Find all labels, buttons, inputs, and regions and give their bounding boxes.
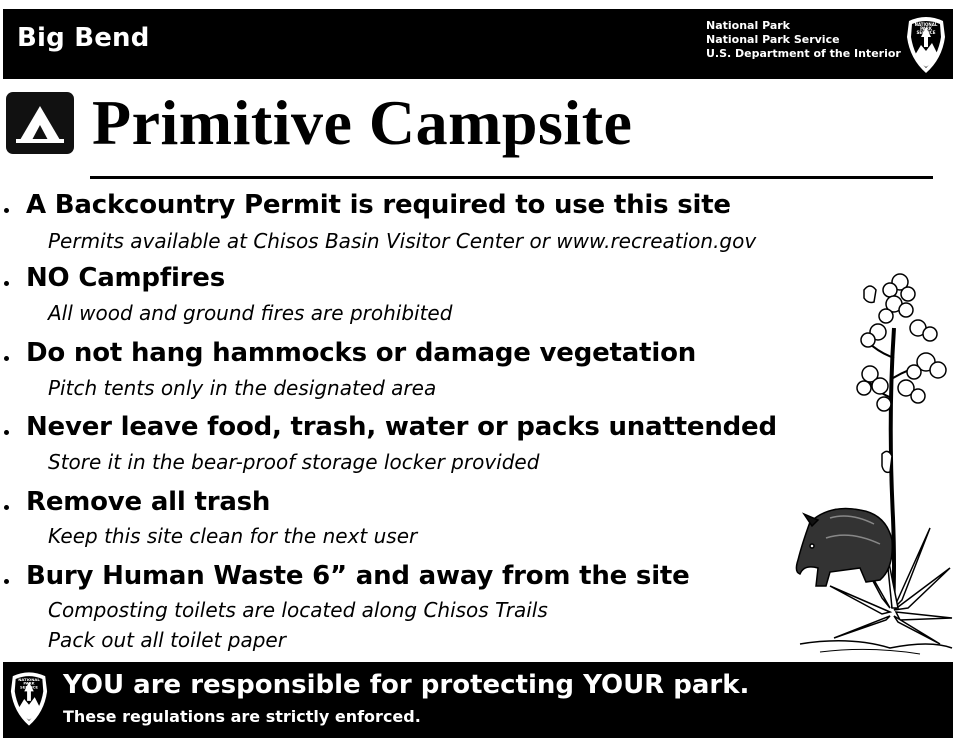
nps-arrowhead-logo-icon: [9, 670, 49, 728]
bullet-icon: [4, 579, 9, 584]
rule-detail: Keep this site clean for the next user: [48, 524, 418, 548]
footer-main-text: YOU are responsible for protecting YOUR park.: [63, 670, 750, 700]
logo-text: NATIONAL: [914, 22, 938, 27]
footer-sub-text: These regulations are strictly enforced.: [63, 707, 421, 726]
rule-heading: Do not hang hammocks or damage vegetation: [26, 338, 697, 368]
bullet-icon: [4, 505, 9, 510]
logo-text: PARK: [920, 26, 932, 31]
bullet-icon: [4, 281, 9, 286]
title-row: [6, 87, 946, 182]
footer-bar: [3, 662, 953, 738]
title-divider: [90, 176, 933, 179]
logo-text: NATIONAL: [18, 676, 40, 682]
rule-heading: Bury Human Waste 6” and away from the site: [26, 561, 690, 591]
rule-detail: All wood and ground fires are prohibited: [48, 301, 453, 325]
rule-heading: NO Campfires: [26, 263, 225, 293]
rule-detail: Permits available at Chisos Basin Visitor Center or www.recreation.gov: [48, 229, 757, 253]
agency-line: National Park Service: [706, 33, 840, 46]
agency-lines: [706, 19, 901, 61]
rule-heading: Remove all trash: [26, 487, 271, 517]
rule-detail: Store it in the bear-proof storage locker provided: [48, 450, 540, 474]
bullet-icon: [4, 208, 9, 213]
bullet-icon: [4, 430, 9, 435]
rule-detail: Composting toilets are located along Chisos Trails: [48, 598, 548, 622]
rule-heading: Never leave food, trash, water or packs unattended: [26, 412, 777, 442]
rule-heading: A Backcountry Permit is required to use this site: [26, 190, 731, 220]
agency-line: National Park: [706, 19, 790, 32]
javelina-agave-illustration-icon: [790, 268, 955, 658]
rule-detail: Pack out all toilet paper: [48, 628, 286, 652]
header-bar: [3, 9, 953, 79]
page-title: Primitive Campsite: [92, 87, 633, 158]
nps-arrowhead-logo-icon: [905, 15, 947, 75]
bullet-icon: [4, 356, 9, 361]
tent-icon: [6, 92, 74, 154]
logo-text: PARK: [23, 680, 35, 686]
park-name: Big Bend: [17, 23, 150, 53]
logo-text: SERVICE: [916, 30, 936, 35]
agency-line: U.S. Department of the Interior: [706, 47, 901, 60]
rule-detail: Pitch tents only in the designated area: [48, 376, 437, 400]
logo-text: SERVICE: [20, 684, 38, 690]
